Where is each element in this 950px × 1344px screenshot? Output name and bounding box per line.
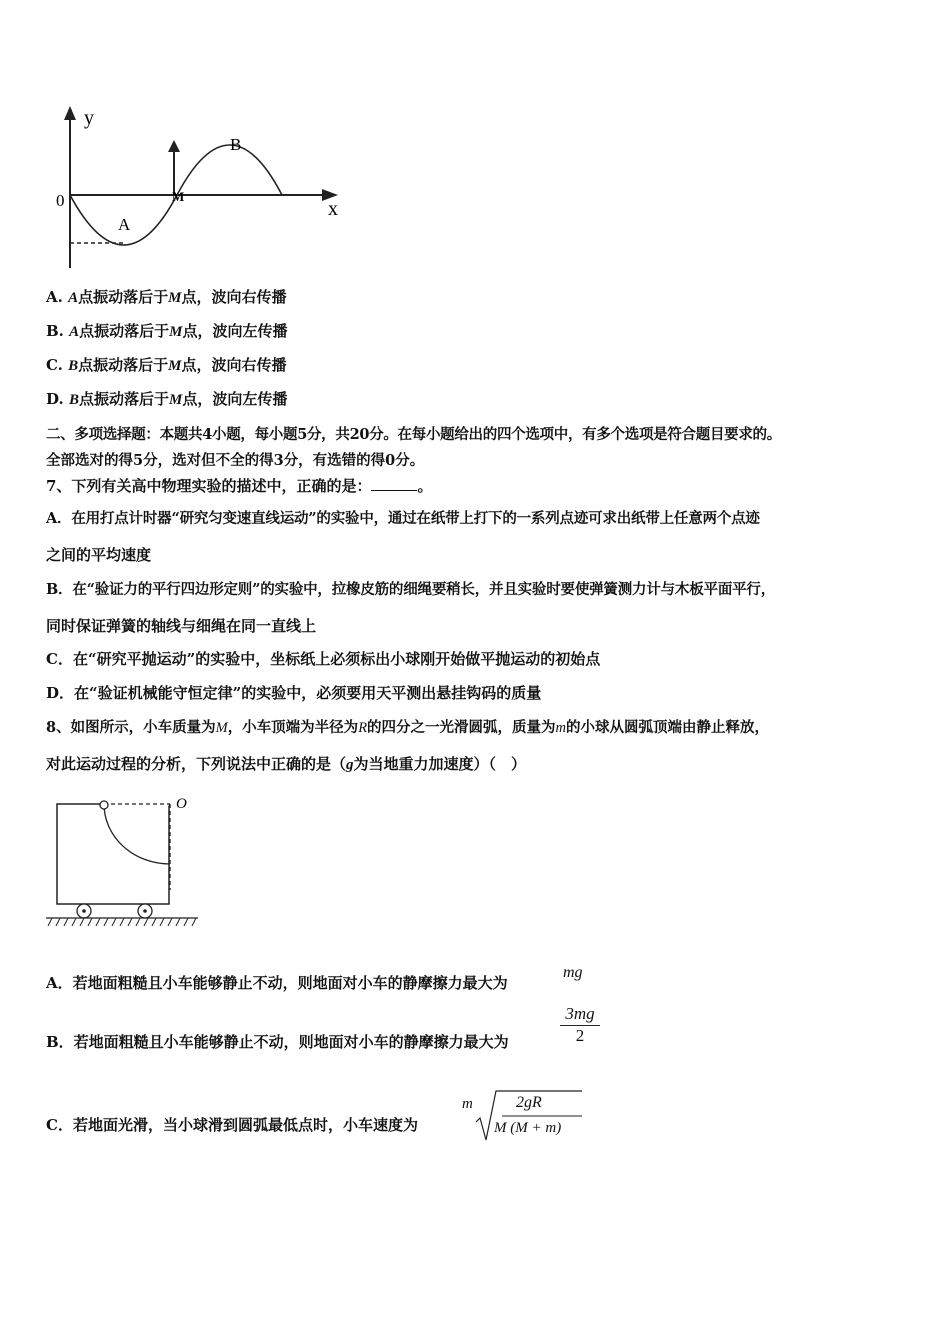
q8-option-b-fraction [560, 1004, 600, 1046]
sqrt-numerator: 2gR [516, 1094, 542, 1111]
q8-stem-line2: 对此运动过程的分析，下列说法中正确的是（g为当地重力加速度）（ ） [46, 755, 527, 773]
origin-label: 0 [56, 191, 65, 210]
section2-heading-1: 二、多项选择题：本题共4小题，每小题5分，共20分。在每小题给出的四个选项中，有多个选项是符合题目要求的。 [46, 426, 781, 443]
q7-stem: 7、下列有关高中物理实验的描述中，正确的是： 。 [46, 477, 433, 495]
q6-option-b: B. A点振动落后于M点，波向左传播 [46, 322, 288, 340]
point-m-label: M [172, 189, 185, 204]
fraction-denominator: 2 [575, 1026, 585, 1045]
cart-figure [42, 792, 212, 932]
point-o-label: O [176, 796, 187, 812]
q6-option-c: C. B点振动落后于M点，波向右传播 [46, 356, 287, 374]
q8-option-c: C．若地面光滑，当小球滑到圆弧最低点时，小车速度为 [46, 1116, 418, 1134]
q7-option-a-line1: A．在用打点计时器“研究匀变速直线运动”的实验中，通过在纸带上打下的一系列点迹可求出纸带上任意两个点迹 [46, 510, 760, 527]
section2-heading-2: 全部选对的得5分，选对但不全的得3分，有选错的得0分。 [46, 452, 425, 469]
q8-option-b: B．若地面粗糙且小车能够静止不动，则地面对小车的静摩擦力最大为 [46, 1033, 509, 1051]
q6-option-a: A. A点振动落后于M点，波向右传播 [46, 288, 287, 306]
y-axis-label: y [84, 107, 94, 129]
q8-option-c-math: m 2gR M (M + m) [462, 1088, 582, 1144]
q6-option-d: D. B点振动落后于M点，波向左传播 [46, 390, 288, 408]
sqrt-denominator: M (M + m) [494, 1120, 562, 1136]
point-b-label: B [230, 135, 242, 154]
q8-option-a: A．若地面粗糙且小车能够静止不动，则地面对小车的静摩擦力最大为 [46, 974, 508, 992]
q8-option-a-math: mg [563, 964, 583, 981]
q8-stem-line1: 8、如图所示，小车质量为M，小车顶端为半径为R的四分之一光滑圆弧，质量为m的小球从圆弧顶端由静止释放， [46, 719, 770, 736]
q7-option-b-line1: B．在“验证力的平行四边形定则”的实验中，拉橡皮筋的细绳要稍长，并且实验时要使弹簧测力计与木板平面平行， [46, 581, 776, 598]
point-a-label: A [118, 215, 131, 234]
answer-blank[interactable] [371, 476, 417, 491]
q7-option-b-line2: 同时保证弹簧的轴线与细绳在同一直线上 [46, 617, 317, 635]
fraction-numerator: 3mg [560, 1004, 600, 1026]
q7-option-c: C．在“研究平抛运动”的实验中，坐标纸上必须标出小球刚开始做平抛运动的初始点 [46, 650, 601, 668]
x-axis-label: x [328, 198, 338, 220]
q7-option-a-line2: 之间的平均速度 [46, 546, 152, 564]
q7-option-d: D．在“验证机械能守恒定律”的实验中，必须要用天平测出悬挂钩码的质量 [46, 684, 542, 702]
wave-figure [50, 100, 350, 275]
